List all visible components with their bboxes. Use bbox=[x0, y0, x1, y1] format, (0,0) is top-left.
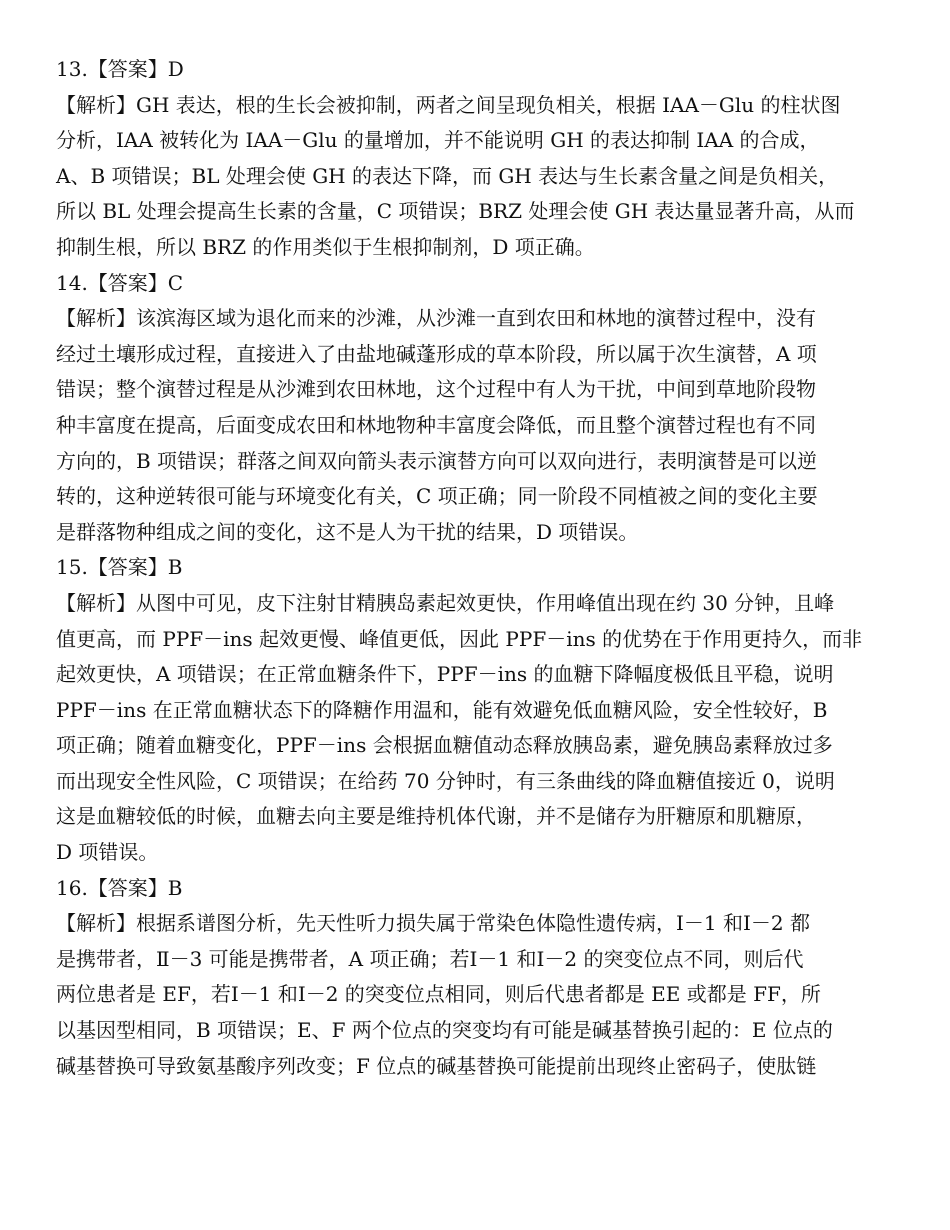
answer-document bbox=[56, 52, 906, 1084]
answer-15-explanation-line: 项正确；随着血糖变化，PPF－ins 会根据血糖值动态释放胰岛素，避免胰岛素释放过多 bbox=[56, 733, 833, 758]
answer-16-explanation-line: 是携带者，Ⅱ－3 可能是携带者，A 项正确；若Ⅰ－1 和Ⅰ－2 的突变位点不同，则后代 bbox=[56, 946, 804, 971]
answer-13-explanation-line: 【解析】GH 表达，根的生长会被抑制，两者之间呈现负相关，根据 IAA－Glu 的柱状图 bbox=[56, 92, 841, 117]
answer-14-explanation-line: 是群落物种组成之间的变化，这不是人为干扰的结果，D 项错误。 bbox=[56, 519, 639, 544]
answer-14-explanation-line: 错误；整个演替过程是从沙滩到农田林地，这个过程中有人为干扰，中间到草地阶段物 bbox=[56, 377, 816, 402]
answer-15-explanation-line: D 项错误。 bbox=[56, 840, 159, 865]
answer-16-explanation-line: 以基因型相同，B 项错误；E、F 两个位点的突变均有可能是碱基替换引起的：E 位点的 bbox=[56, 1018, 833, 1043]
answer-16-explanation-line: 两位患者是 EF，若Ⅰ－1 和Ⅰ－2 的突变位点相同，则后代患者都是 EE 或都是 FF，所 bbox=[56, 982, 821, 1007]
answer-16-heading: 16.【答案】B bbox=[56, 875, 183, 900]
answer-15-explanation-line: 这是血糖较低的时候，血糖去向主要是维持机体代谢，并不是储存为肝糖原和肌糖原， bbox=[56, 804, 816, 829]
answer-15-explanation-line: 【解析】从图中可见，皮下注射甘精胰岛素起效更快，作用峰值出现在约 30 分钟，且峰 bbox=[56, 590, 835, 615]
answer-14-explanation-line: 种丰富度在提高，后面变成农田和林地物种丰富度会降低，而且整个演替过程也有不同 bbox=[56, 412, 816, 437]
answer-14-explanation-line: 经过土壤形成过程，直接进入了由盐地碱蓬形成的草本阶段，所以属于次生演替，A 项 bbox=[56, 341, 817, 366]
answer-13-explanation-line: A、B 项错误；BL 处理会使 GH 的表达下降，而 GH 表达与生长素含量之间是负相关， bbox=[56, 163, 839, 188]
answer-14-heading: 14.【答案】C bbox=[56, 270, 184, 295]
answer-14-explanation-line: 方向的，B 项错误；群落之间双向箭头表示演替方向可以双向进行，表明演替是可以逆 bbox=[56, 448, 818, 473]
answer-15-explanation-line: 起效更快，A 项错误；在正常血糖条件下，PPF－ins 的血糖下降幅度极低且平稳，说明 bbox=[56, 662, 834, 687]
answer-16-explanation-line: 碱基替换可导致氨基酸序列改变；F 位点的碱基替换可能提前出现终止密码子，使肽链 bbox=[56, 1053, 817, 1078]
answer-13-explanation-line: 所以 BL 处理会提高生长素的含量，C 项错误；BRZ 处理会使 GH 表达量显著升高，从而 bbox=[56, 199, 855, 224]
answer-14-explanation-line: 【解析】该滨海区域为退化而来的沙滩，从沙滩一直到农田和林地的演替过程中，没有 bbox=[56, 306, 816, 331]
answer-15-explanation-line: 值更高，而 PPF－ins 起效更慢、峰值更低，因此 PPF－ins 的优势在于作用更持久，而非 bbox=[56, 626, 863, 651]
answer-13-explanation-line: 分析，IAA 被转化为 IAA－Glu 的量增加，并不能说明 GH 的表达抑制 IAA 的合成， bbox=[56, 128, 820, 153]
answer-15-explanation-line: PPF－ins 在正常血糖状态下的降糖作用温和，能有效避免低血糖风险，安全性较好，B bbox=[56, 697, 828, 722]
answer-14-explanation-line: 转的，这种逆转很可能与环境变化有关，C 项正确；同一阶段不同植被之间的变化主要 bbox=[56, 484, 818, 509]
answer-15-explanation-line: 而出现安全性风险，C 项错误；在给药 70 分钟时，有三条曲线的降血糖值接近 0，说明 bbox=[56, 768, 835, 793]
answer-15-heading: 15.【答案】B bbox=[56, 555, 183, 580]
answer-13-explanation-line: 抑制生根，所以 BRZ 的作用类似于生根抑制剂，D 项正确。 bbox=[56, 234, 595, 259]
answer-16-explanation-line: 【解析】根据系谱图分析，先天性听力损失属于常染色体隐性遗传病，Ⅰ－1 和Ⅰ－2 都 bbox=[56, 911, 810, 936]
answer-13-heading: 13.【答案】D bbox=[56, 57, 184, 81]
